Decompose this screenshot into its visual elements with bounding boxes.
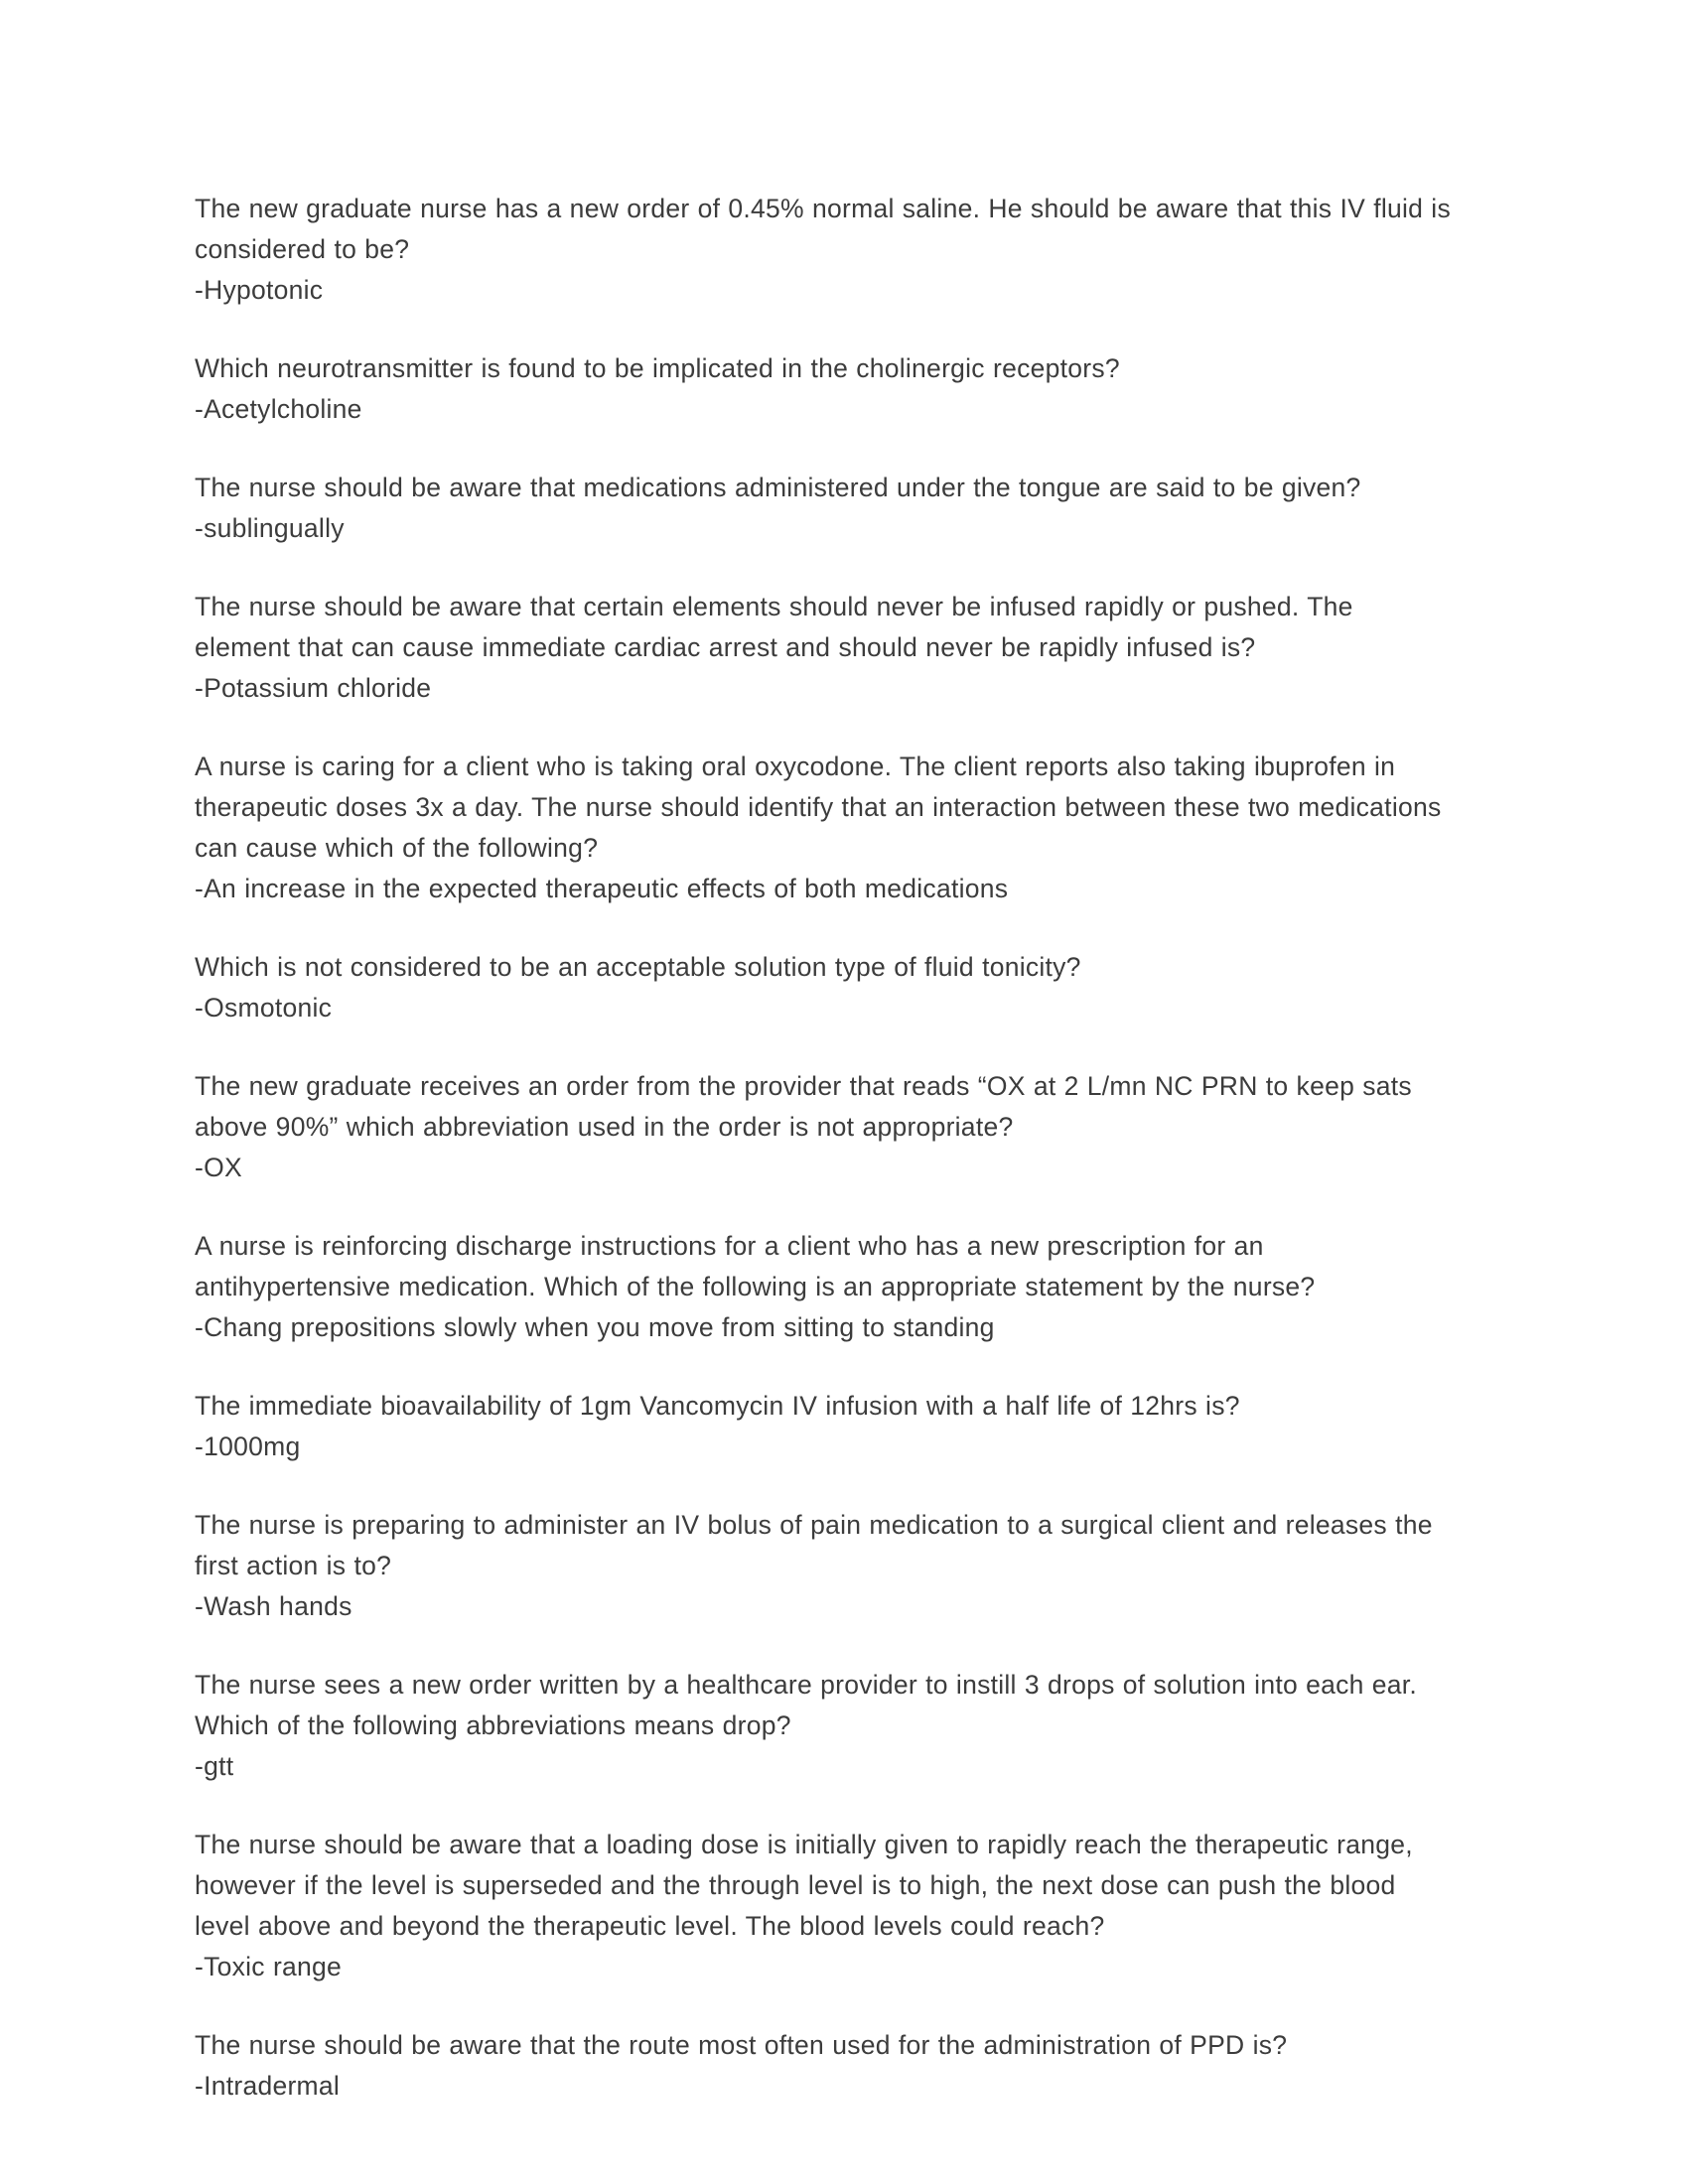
qa-block bbox=[195, 468, 1456, 549]
qa-block bbox=[195, 587, 1456, 709]
question-text: The immediate bioavailability of 1gm Vancomycin IV infusion with a half life of 12hrs is? bbox=[195, 1391, 1240, 1421]
question-text: A nurse is reinforcing discharge instructions for a client who has a new prescription for an antihypertensive medication. Which of the following is an appropriate statement by the nurse? bbox=[195, 1231, 1316, 1301]
question-text: The nurse sees a new order written by a healthcare provider to instill 3 drops of solution into each ear. Which of the following abbreviations means drop? bbox=[195, 1670, 1418, 1740]
question-text: The nurse should be aware that certain elements should never be infused rapidly or pushed. The element that can cause immediate cardiac arrest and should never be rapidly infused is? bbox=[195, 592, 1353, 662]
question-text: Which is not considered to be an acceptable solution type of fluid tonicity? bbox=[195, 952, 1081, 982]
answer-text: -Chang prepositions slowly when you move from sitting to standing bbox=[195, 1312, 995, 1342]
answer-text: -Potassium chloride bbox=[195, 673, 432, 703]
qa-block bbox=[195, 947, 1456, 1028]
document-body bbox=[195, 189, 1456, 2144]
qa-block bbox=[195, 747, 1456, 909]
qa-block bbox=[195, 189, 1456, 311]
answer-text: -sublingually bbox=[195, 513, 345, 543]
answer-text: -1000mg bbox=[195, 1432, 301, 1461]
answer-text: -Toxic range bbox=[195, 1952, 343, 1981]
question-text: A nurse is caring for a client who is taking oral oxycodone. The client reports also taking ibuprofen in therapeutic doses 3x a day. The nurse should identify that an interaction between these two medications can cause which of the following? bbox=[195, 751, 1442, 863]
qa-block bbox=[195, 1825, 1456, 1987]
question-text: The nurse is preparing to administer an IV bolus of pain medication to a surgical client and releases the first action is to? bbox=[195, 1510, 1433, 1580]
answer-text: -Wash hands bbox=[195, 1591, 352, 1621]
answer-text: -Intradermal bbox=[195, 2071, 341, 2101]
qa-block bbox=[195, 1066, 1456, 1188]
answer-text: -gtt bbox=[195, 1751, 234, 1781]
qa-block bbox=[195, 1386, 1456, 1467]
answer-text: -Acetylcholine bbox=[195, 394, 362, 424]
answer-text: -Hypotonic bbox=[195, 275, 324, 305]
question-text: The new graduate nurse has a new order of 0.45% normal saline. He should be aware that this IV fluid is considered to be? bbox=[195, 194, 1451, 264]
qa-block bbox=[195, 348, 1456, 430]
qa-block bbox=[195, 1226, 1456, 1348]
qa-block bbox=[195, 1665, 1456, 1787]
qa-block bbox=[195, 2025, 1456, 2107]
answer-text: -Osmotonic bbox=[195, 993, 333, 1023]
question-text: The new graduate receives an order from the provider that reads “OX at 2 L/mn NC PRN to keep sats above 90%” which abbreviation used in the order is not appropriate? bbox=[195, 1071, 1412, 1142]
answer-text: -OX bbox=[195, 1153, 242, 1182]
question-text: The nurse should be aware that the route most often used for the administration of PPD is? bbox=[195, 2030, 1288, 2060]
question-text: The nurse should be aware that a loading dose is initially given to rapidly reach the therapeutic range, however if the level is superseded and the through level is to high, the next dose can push the blood level above and beyond the therapeutic level. The blood levels could reach? bbox=[195, 1830, 1413, 1941]
answer-text: -An increase in the expected therapeutic effects of both medications bbox=[195, 874, 1009, 903]
qa-block bbox=[195, 1505, 1456, 1627]
question-text: The nurse should be aware that medications administered under the tongue are said to be given? bbox=[195, 473, 1361, 502]
question-text: Which neurotransmitter is found to be implicated in the cholinergic receptors? bbox=[195, 353, 1120, 383]
